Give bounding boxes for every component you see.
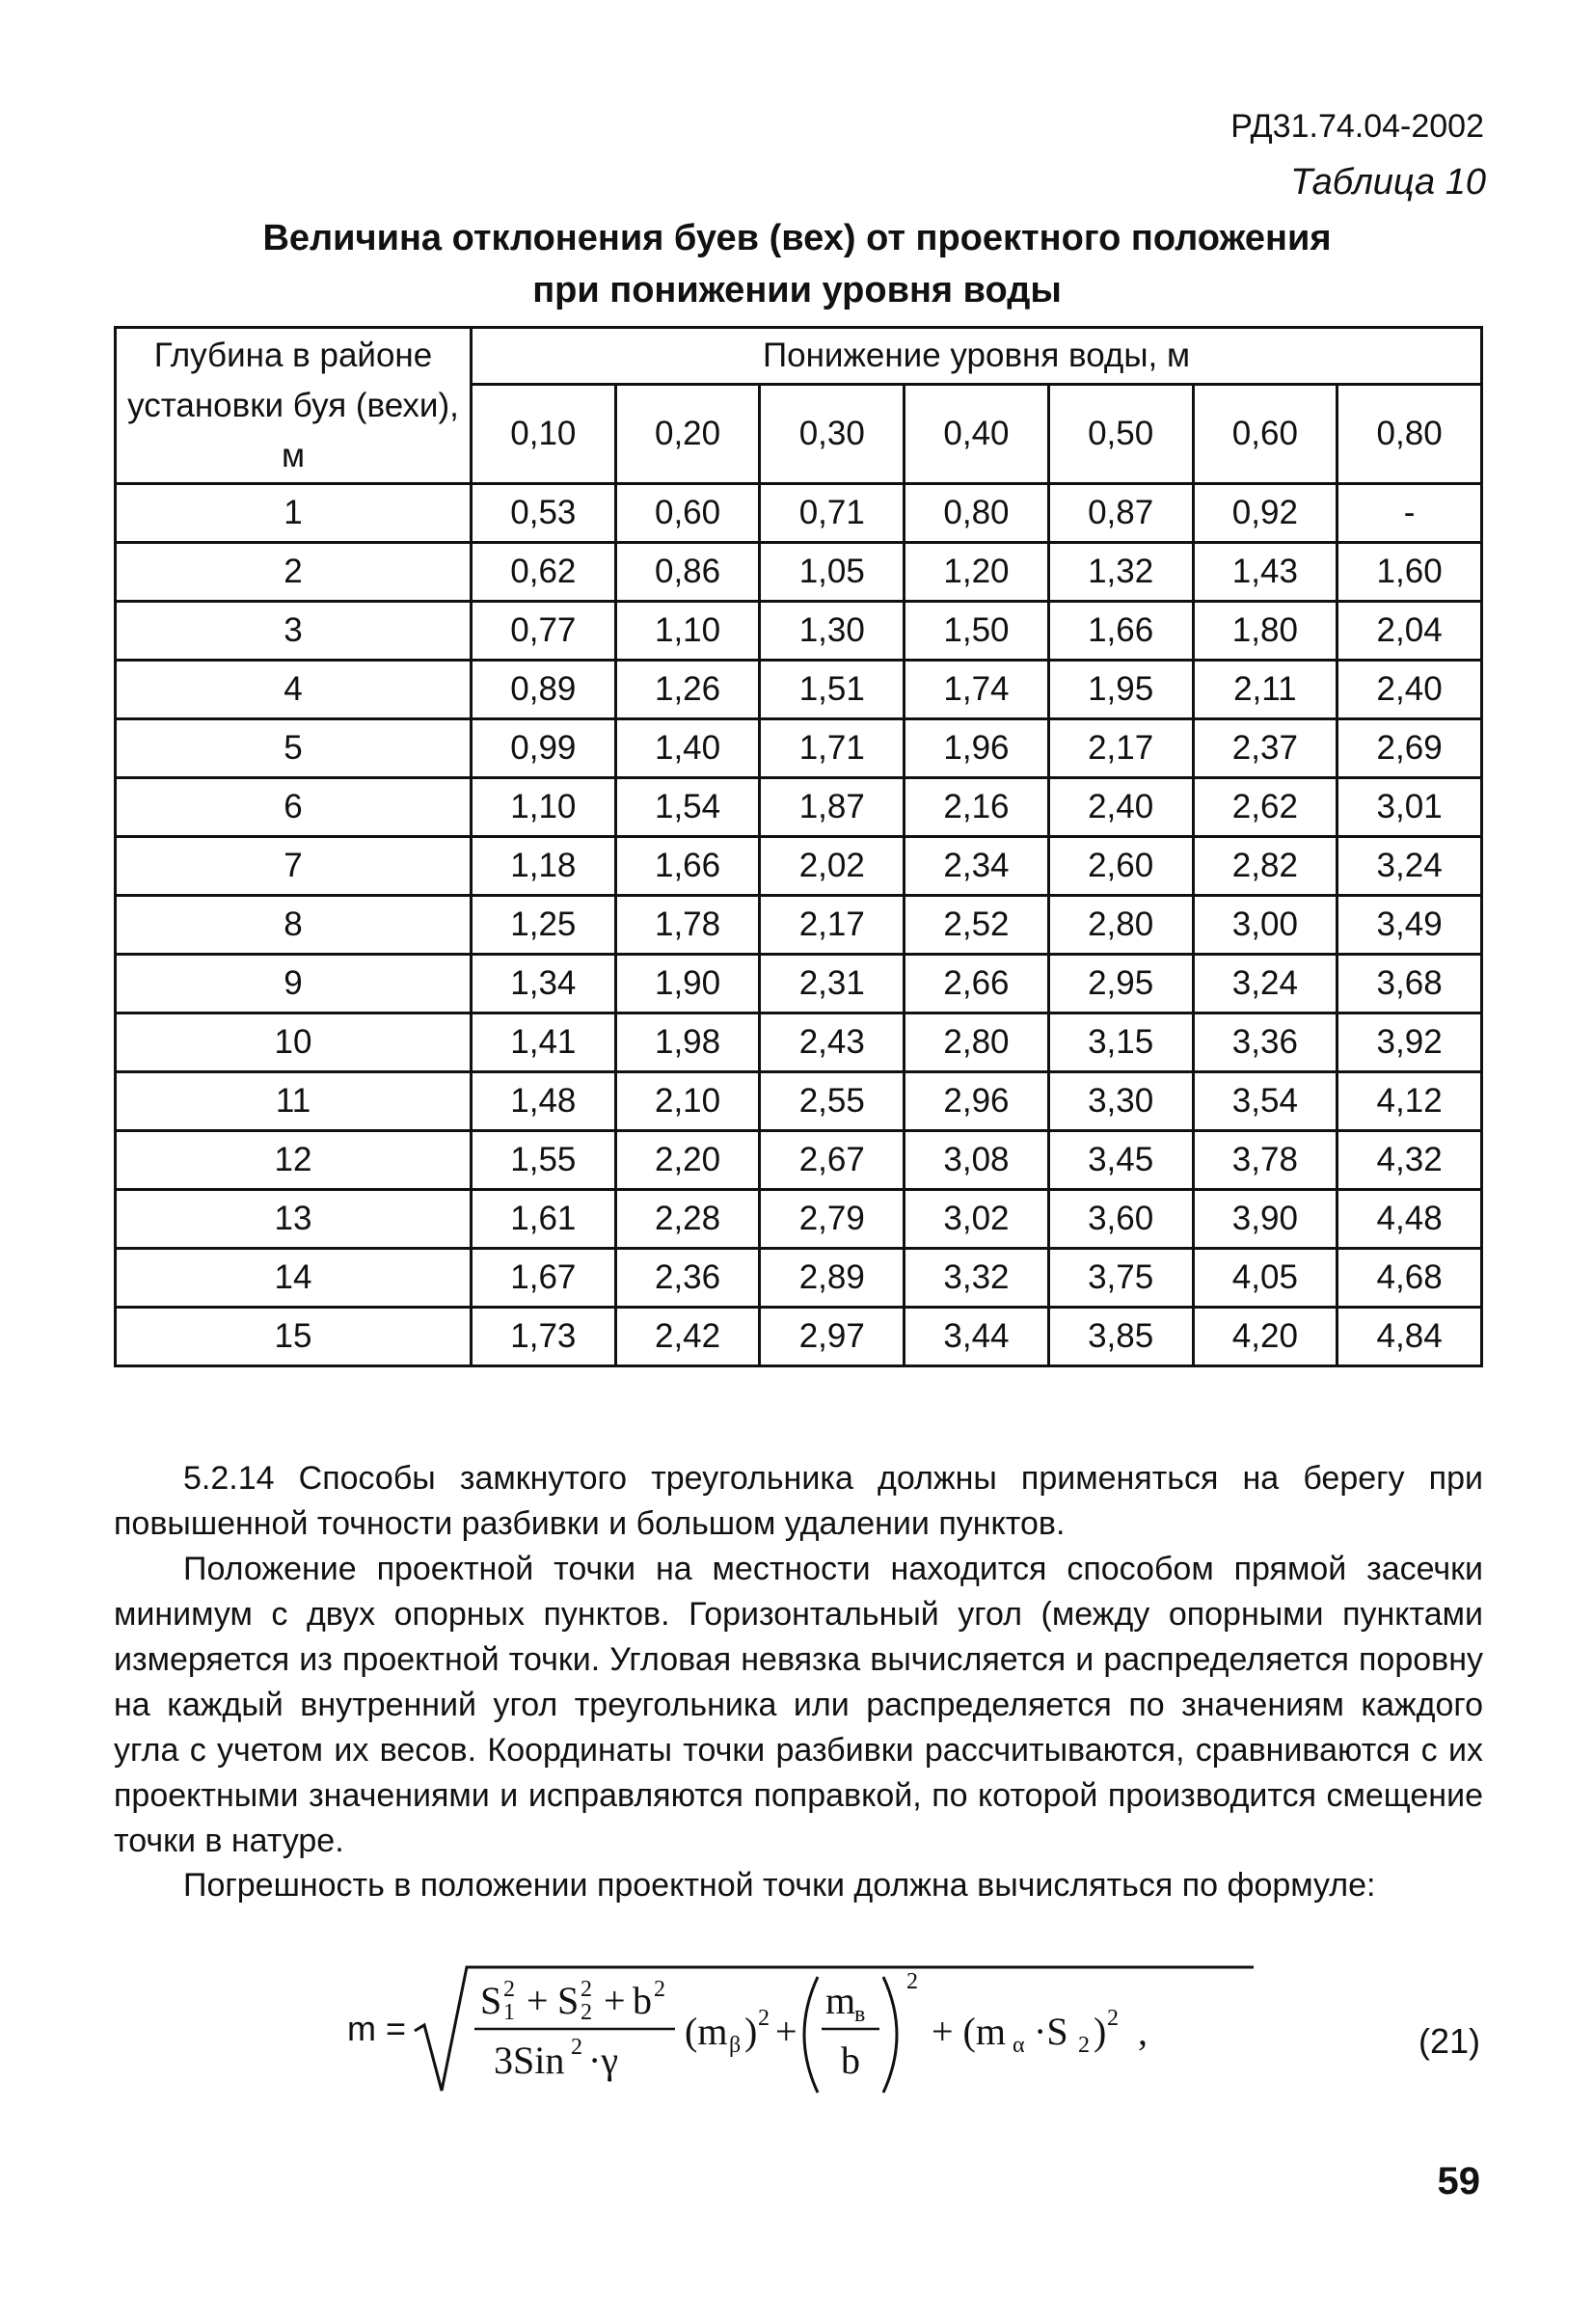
deviation-cell: 1,40 — [615, 719, 760, 778]
table-body — [116, 484, 1482, 1366]
formula-s1: S — [480, 1979, 502, 2022]
formula-beta-exp: 2 — [758, 2006, 770, 2031]
formula-m-v: m — [825, 1979, 856, 2022]
table-row — [116, 1072, 1482, 1131]
formula-v-sub: в — [854, 2002, 866, 2027]
deviation-cell: 2,82 — [1193, 837, 1337, 896]
deviation-cell: 2,80 — [1048, 896, 1193, 955]
depth-column-header: Глубина в районе установки буя (вехи), м — [116, 328, 472, 484]
deviation-cell: 2,16 — [905, 778, 1049, 837]
deviation-cell: 1,54 — [615, 778, 760, 837]
paragraph-method: Положение проектной точки на местности находится способом прямой засечки минимум с двух опорных пунктов. Горизонтальный угол (между опорными пунктами измеряется из проектной точки. Угловая невязка вычисляется и распределяется поровну на каждый внутренний угол треугольника или распределяется по значениям каждого угла с учетом их весов. Координаты точки разбивки рассчитываются, сравниваются с их проектными значениями и исправляются поправкой, по которой производится смещение точки в натуре. — [114, 1551, 1483, 1859]
deviation-cell: 3,08 — [905, 1131, 1049, 1190]
depth-cell: 12 — [116, 1131, 472, 1190]
column-header: 0,10 — [472, 385, 616, 484]
deviation-cell: 3,02 — [905, 1190, 1049, 1249]
deviation-cell: 2,34 — [905, 837, 1049, 896]
deviation-cell: 2,96 — [905, 1072, 1049, 1131]
deviation-cell: 2,79 — [760, 1190, 905, 1249]
deviation-cell: 4,48 — [1337, 1190, 1482, 1249]
deviation-cell: 3,30 — [1048, 1072, 1193, 1131]
table-row — [116, 1131, 1482, 1190]
deviation-cell: 1,87 — [760, 778, 905, 837]
formula-b: b — [633, 1979, 652, 2022]
column-header: 0,60 — [1193, 385, 1337, 484]
deviation-cell: 3,85 — [1048, 1308, 1193, 1366]
deviation-cell: 2,20 — [615, 1131, 760, 1190]
deviation-cell: 1,18 — [472, 837, 616, 896]
deviation-cell: 1,67 — [472, 1249, 616, 1308]
deviation-cell: 4,68 — [1337, 1249, 1482, 1308]
column-header: 0,80 — [1337, 385, 1482, 484]
deviation-cell: 3,45 — [1048, 1131, 1193, 1190]
table-row — [116, 719, 1482, 778]
table-title — [0, 212, 1594, 316]
formula-lhs: m = — [347, 2009, 407, 2048]
paragraph-5-2-14: 5.2.14 Способы замкнутого треугольника должны применяться на берегу при повышенной точности разбивки и большом удалении пунктов. — [114, 1460, 1483, 1542]
deviation-cell: 2,37 — [1193, 719, 1337, 778]
deviation-cell: 3,00 — [1193, 896, 1337, 955]
formula-sin-exp: 2 — [571, 2035, 582, 2060]
formula-b-den: b — [841, 2039, 860, 2082]
deviation-cell: 2,40 — [1337, 661, 1482, 719]
table-row — [116, 661, 1482, 719]
depth-cell: 14 — [116, 1249, 472, 1308]
deviation-cell: 1,34 — [472, 955, 616, 1013]
deviation-cell: 2,10 — [615, 1072, 760, 1131]
deviation-cell: 3,78 — [1193, 1131, 1337, 1190]
formula-plus-2: + — [604, 1979, 626, 2022]
table-row — [116, 1249, 1482, 1308]
formula-alpha-sub: α — [1013, 2033, 1025, 2058]
column-header: 0,50 — [1048, 385, 1193, 484]
depth-cell: 6 — [116, 778, 472, 837]
formula-m-alpha: + (m — [932, 2010, 1006, 2053]
formula-gamma: ·γ — [588, 2039, 618, 2082]
deviation-cell: 3,75 — [1048, 1249, 1193, 1308]
deviation-cell: 3,54 — [1193, 1072, 1337, 1131]
formula-s2-sub: 2 — [581, 2000, 592, 2025]
table-row — [116, 484, 1482, 543]
deviation-cell: 2,67 — [760, 1131, 905, 1190]
formula-21 — [289, 1956, 1302, 2100]
right-paren — [883, 1977, 897, 2093]
deviation-cell: 1,43 — [1193, 543, 1337, 602]
table-row — [116, 1013, 1482, 1072]
formula-beta-sub: β — [729, 2033, 742, 2058]
deviation-cell: 2,52 — [905, 896, 1049, 955]
deviation-cell: 3,90 — [1193, 1190, 1337, 1249]
table-row — [116, 543, 1482, 602]
depth-cell: 5 — [116, 719, 472, 778]
document-code: РД31.74.04-2002 — [1230, 108, 1484, 145]
deviation-cell: 1,66 — [1048, 602, 1193, 661]
deviation-cell: 2,02 — [760, 837, 905, 896]
deviation-cell: 4,32 — [1337, 1131, 1482, 1190]
formula-plus-3: + — [775, 2010, 797, 2053]
deviation-cell: 1,71 — [760, 719, 905, 778]
depth-cell: 13 — [116, 1190, 472, 1249]
left-paren — [804, 1977, 818, 2093]
formula-m-beta: (m — [685, 2010, 728, 2053]
deviation-cell: 0,89 — [472, 661, 616, 719]
table-title-line2: при понижении уровня воды — [532, 270, 1062, 311]
deviation-cell: 3,15 — [1048, 1013, 1193, 1072]
deviation-cell: 1,66 — [615, 837, 760, 896]
deviation-cell: 1,61 — [472, 1190, 616, 1249]
deviation-cell: 1,26 — [615, 661, 760, 719]
deviation-cell: 1,50 — [905, 602, 1049, 661]
deviation-cell: 3,92 — [1337, 1013, 1482, 1072]
depth-cell: 10 — [116, 1013, 472, 1072]
deviation-cell: 2,55 — [760, 1072, 905, 1131]
formula-number: (21) — [1418, 2021, 1480, 2061]
deviation-cell: 1,98 — [615, 1013, 760, 1072]
depth-cell: 1 — [116, 484, 472, 543]
formula-paren-exp: 2 — [906, 1969, 918, 1994]
deviation-cell: 0,71 — [760, 484, 905, 543]
deviation-cell: 1,41 — [472, 1013, 616, 1072]
table-row — [116, 837, 1482, 896]
column-header: 0,20 — [615, 385, 760, 484]
deviation-cell: 1,90 — [615, 955, 760, 1013]
depth-cell: 7 — [116, 837, 472, 896]
deviation-cell: 1,10 — [615, 602, 760, 661]
deviation-cell: 3,01 — [1337, 778, 1482, 837]
column-header: 0,30 — [760, 385, 905, 484]
table-row — [116, 896, 1482, 955]
deviation-cell: 2,42 — [615, 1308, 760, 1366]
deviation-cell: 3,68 — [1337, 955, 1482, 1013]
deviation-cell: 1,32 — [1048, 543, 1193, 602]
table-row — [116, 1190, 1482, 1249]
table-row — [116, 602, 1482, 661]
column-header: 0,40 — [905, 385, 1049, 484]
paragraph-error: Погрешность в положении проектной точки должна вычисляться по формуле: — [183, 1867, 1376, 1904]
deviation-cell: 1,25 — [472, 896, 616, 955]
formula-close-2: ) — [1094, 2010, 1107, 2053]
deviation-cell: 2,62 — [1193, 778, 1337, 837]
depth-cell: 11 — [116, 1072, 472, 1131]
deviation-cell: 1,48 — [472, 1072, 616, 1131]
depth-cell: 9 — [116, 955, 472, 1013]
deviation-cell: 2,97 — [760, 1308, 905, 1366]
deviation-table — [114, 326, 1483, 1367]
formula-b-exp: 2 — [654, 1977, 665, 2002]
depth-cell: 3 — [116, 602, 472, 661]
deviation-cell: 1,96 — [905, 719, 1049, 778]
deviation-cell: - — [1337, 484, 1482, 543]
formula-s1-exp: 2 — [503, 1977, 515, 2002]
deviation-cell: 1,60 — [1337, 543, 1482, 602]
deviation-cell: 3,32 — [905, 1249, 1049, 1308]
formula-s1-sub: 1 — [503, 2000, 515, 2025]
deviation-cell: 1,51 — [760, 661, 905, 719]
formula-s2: S — [557, 1979, 580, 2022]
deviation-cell: 3,49 — [1337, 896, 1482, 955]
deviation-cell: 3,60 — [1048, 1190, 1193, 1249]
deviation-cell: 2,36 — [615, 1249, 760, 1308]
deviation-cell: 2,31 — [760, 955, 905, 1013]
deviation-cell: 4,20 — [1193, 1308, 1337, 1366]
formula-alpha-exp: 2 — [1107, 2006, 1119, 2031]
formula-close-1: ) — [744, 2010, 758, 2053]
deviation-cell: 0,62 — [472, 543, 616, 602]
deviation-cell: 1,55 — [472, 1131, 616, 1190]
deviation-cell: 3,24 — [1337, 837, 1482, 896]
deviation-cell: 1,74 — [905, 661, 1049, 719]
formula-comma: , — [1138, 2010, 1148, 2053]
deviation-cell: 3,44 — [905, 1308, 1049, 1366]
formula-denominator: 3Sin — [494, 2039, 565, 2082]
deviation-cell: 0,99 — [472, 719, 616, 778]
deviation-cell: 1,20 — [905, 543, 1049, 602]
deviation-cell: 2,60 — [1048, 837, 1193, 896]
deviation-cell: 0,53 — [472, 484, 616, 543]
water-drop-group-header: Понижение уровня воды, м — [472, 328, 1482, 385]
table-row — [116, 955, 1482, 1013]
deviation-cell: 2,69 — [1337, 719, 1482, 778]
deviation-cell: 2,95 — [1048, 955, 1193, 1013]
deviation-cell: 0,92 — [1193, 484, 1337, 543]
deviation-cell: 0,60 — [615, 484, 760, 543]
formula-plus-1: + — [527, 1979, 549, 2022]
deviation-cell: 3,24 — [1193, 955, 1337, 1013]
depth-cell: 4 — [116, 661, 472, 719]
deviation-cell: 1,80 — [1193, 602, 1337, 661]
deviation-cell: 2,28 — [615, 1190, 760, 1249]
deviation-cell: 4,05 — [1193, 1249, 1337, 1308]
deviation-cell: 1,73 — [472, 1308, 616, 1366]
deviation-cell: 2,40 — [1048, 778, 1193, 837]
deviation-cell: 2,66 — [905, 955, 1049, 1013]
deviation-cell: 3,36 — [1193, 1013, 1337, 1072]
deviation-cell: 2,80 — [905, 1013, 1049, 1072]
formula-s2-exp: 2 — [581, 1977, 592, 2002]
depth-cell: 15 — [116, 1308, 472, 1366]
page-number: 59 — [1437, 2160, 1480, 2202]
deviation-cell: 4,12 — [1337, 1072, 1482, 1131]
deviation-cell: 1,78 — [615, 896, 760, 955]
deviation-cell: 1,30 — [760, 602, 905, 661]
formula-dot-s: ·S — [1034, 2010, 1068, 2053]
deviation-cell: 2,17 — [760, 896, 905, 955]
deviation-cell: 1,05 — [760, 543, 905, 602]
table-row — [116, 778, 1482, 837]
table-title-line1: Величина отклонения буев (вех) от проектного положения — [262, 218, 1332, 258]
deviation-cell: 0,77 — [472, 602, 616, 661]
deviation-cell: 2,43 — [760, 1013, 905, 1072]
deviation-cell: 2,11 — [1193, 661, 1337, 719]
table-number: Таблица 10 — [1290, 162, 1486, 203]
deviation-cell: 2,17 — [1048, 719, 1193, 778]
deviation-cell: 0,80 — [905, 484, 1049, 543]
deviation-cell: 1,95 — [1048, 661, 1193, 719]
deviation-cell: 2,89 — [760, 1249, 905, 1308]
formula-s2b-sub: 2 — [1078, 2033, 1090, 2058]
deviation-cell: 1,10 — [472, 778, 616, 837]
table-row — [116, 1308, 1482, 1366]
deviation-cell: 4,84 — [1337, 1308, 1482, 1366]
deviation-cell: 0,87 — [1048, 484, 1193, 543]
depth-cell: 2 — [116, 543, 472, 602]
deviation-cell: 2,04 — [1337, 602, 1482, 661]
deviation-cell: 0,86 — [615, 543, 760, 602]
depth-cell: 8 — [116, 896, 472, 955]
